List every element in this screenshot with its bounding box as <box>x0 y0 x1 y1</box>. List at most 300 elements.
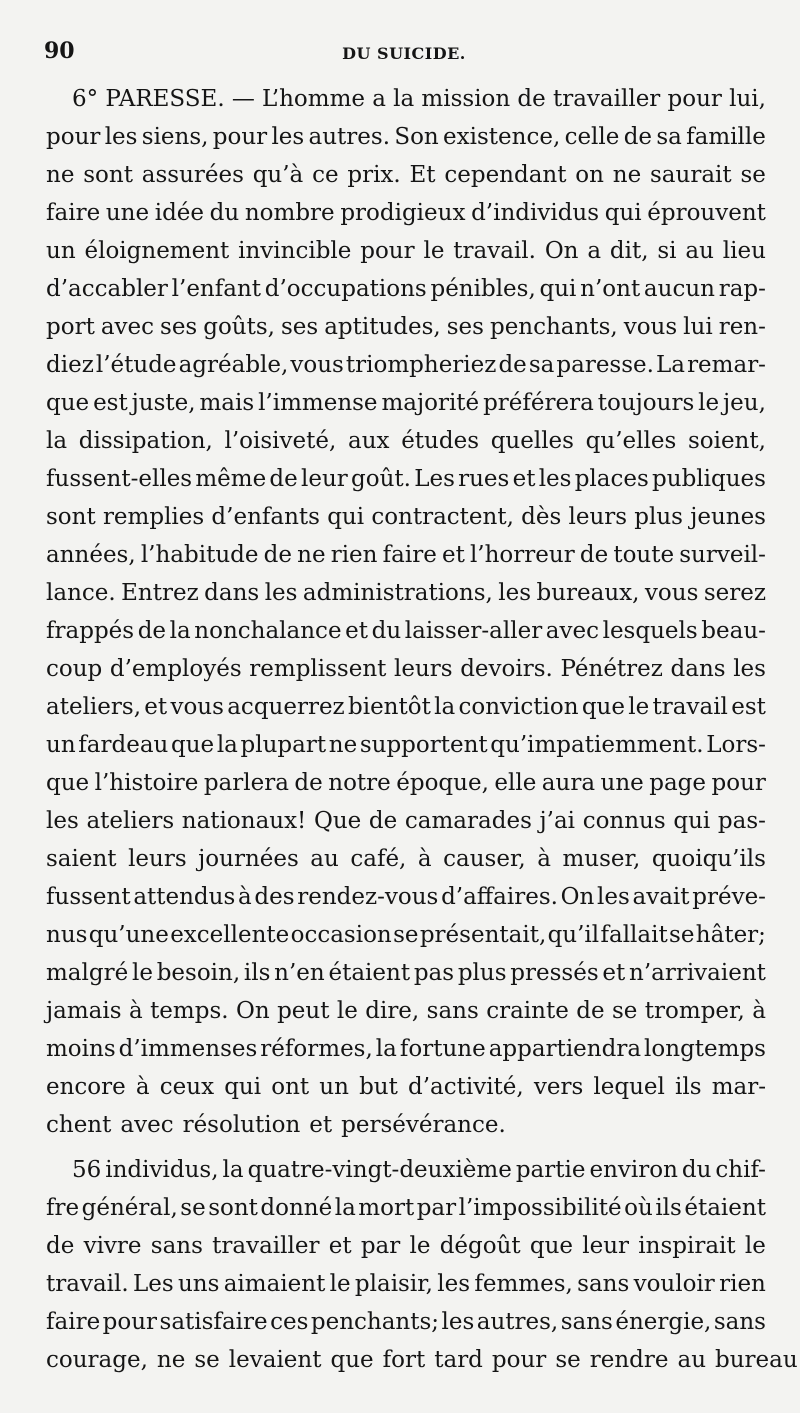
word: pressés <box>510 960 599 986</box>
word: tard <box>434 1347 483 1373</box>
word: rues <box>458 466 510 492</box>
word: aura <box>541 770 596 796</box>
text-line <box>46 156 766 194</box>
word: époque, <box>396 770 489 796</box>
word: ne <box>612 162 642 188</box>
word: ces <box>270 1309 309 1335</box>
word: d’immenses <box>118 1036 258 1062</box>
word: à <box>537 846 551 872</box>
word: si <box>657 238 677 264</box>
word: travail. <box>453 238 536 264</box>
word: ne <box>46 162 75 188</box>
word: supportent <box>359 732 488 758</box>
word: leurs <box>128 846 187 872</box>
word: de <box>368 808 398 834</box>
word: la <box>222 1157 244 1183</box>
word: places <box>574 466 649 492</box>
word: est <box>93 390 128 416</box>
word: résolution <box>182 1112 301 1138</box>
word: nus <box>46 922 88 948</box>
word: ses <box>446 314 484 340</box>
word: leur <box>582 1233 630 1259</box>
word: se <box>555 1347 581 1373</box>
word: ses <box>160 314 198 340</box>
word: toujours <box>597 390 695 416</box>
word: Lors- <box>706 732 766 758</box>
word: longtemps <box>644 1036 766 1062</box>
word: cependant <box>444 162 567 188</box>
word: plaisir, <box>354 1271 433 1297</box>
text-line <box>46 612 766 650</box>
word: préve- <box>692 884 766 910</box>
text-line <box>46 384 766 422</box>
word: encore <box>46 1074 126 1100</box>
word: vouloir <box>633 1271 715 1297</box>
word: La <box>656 352 686 378</box>
word: au <box>310 846 339 872</box>
word: les <box>264 580 298 606</box>
word: ils <box>243 960 271 986</box>
word: lui, <box>729 86 766 112</box>
word: dégoût <box>439 1233 521 1259</box>
word: les <box>597 884 630 910</box>
text-line <box>46 536 766 574</box>
word: ateliers, <box>46 694 141 720</box>
word: triompheriez <box>345 352 497 378</box>
word: Et <box>409 162 436 188</box>
word: la <box>216 732 238 758</box>
text-line <box>46 840 766 878</box>
word: l’habitude <box>140 542 259 568</box>
word: de <box>269 466 298 492</box>
word: coup <box>46 656 103 682</box>
word: est <box>731 694 766 720</box>
word: fussent <box>46 884 131 910</box>
word: pour <box>491 1347 547 1373</box>
word: pour <box>711 770 766 796</box>
text-line <box>46 688 766 726</box>
word: l’histoire <box>94 770 199 796</box>
word: ce <box>312 162 339 188</box>
word: beau- <box>701 618 766 644</box>
text-line <box>46 726 766 764</box>
word: qu’à <box>252 162 304 188</box>
word: dans <box>670 656 726 682</box>
word: dès <box>521 504 562 530</box>
word: énergie, <box>615 1309 712 1335</box>
word: penchants; <box>310 1309 440 1335</box>
word: malgré <box>46 960 129 986</box>
word: mission <box>421 86 511 112</box>
word: que <box>46 770 90 796</box>
word: pour <box>46 124 101 150</box>
word: vous <box>644 580 699 606</box>
word: la <box>169 618 191 644</box>
word: parlera <box>203 770 289 796</box>
word: j’ai <box>539 808 576 834</box>
word: plupart <box>240 732 327 758</box>
page-header <box>44 38 764 68</box>
word: les <box>104 124 138 150</box>
word: surveil- <box>679 542 766 568</box>
word: dit, <box>609 238 649 264</box>
word: paresse. <box>556 352 654 378</box>
word: prodigieux <box>340 200 466 226</box>
text-line <box>46 1303 766 1341</box>
word: sont <box>46 504 96 530</box>
word: jamais <box>46 998 122 1024</box>
word: de <box>137 618 167 644</box>
word: avec <box>545 618 599 644</box>
text-line <box>46 1068 766 1106</box>
word: nombre <box>244 200 335 226</box>
word: avec <box>120 1112 174 1138</box>
word: sans <box>426 998 479 1024</box>
word: lieu <box>722 238 766 264</box>
word: se <box>180 1195 206 1221</box>
word: fallait <box>600 922 668 948</box>
word: rap- <box>718 276 766 302</box>
word: mar- <box>711 1074 766 1100</box>
word: penchants, <box>489 314 618 340</box>
word: ils <box>675 1074 702 1100</box>
word: pénibles, <box>430 276 536 302</box>
text-line <box>46 422 766 460</box>
word: la <box>375 1036 397 1062</box>
word: jeu, <box>723 390 766 416</box>
word: On <box>544 238 579 264</box>
word: le <box>336 998 358 1024</box>
word: étaient <box>328 960 411 986</box>
word: les <box>271 124 305 150</box>
word: vivre <box>83 1233 142 1259</box>
word: à <box>752 998 766 1024</box>
word: hâter; <box>695 922 766 948</box>
word: leurs <box>394 656 453 682</box>
word: de <box>517 86 546 112</box>
text-line <box>46 1227 766 1265</box>
word: Les <box>414 466 455 492</box>
word: individus, <box>105 1157 219 1183</box>
word: le <box>698 390 720 416</box>
word: fort <box>382 1347 426 1373</box>
word: se <box>740 162 766 188</box>
word: sans <box>560 1309 613 1335</box>
word: remplissent <box>249 656 387 682</box>
word: autres. <box>308 124 391 150</box>
word: laisser-aller <box>404 618 543 644</box>
word: saient <box>46 846 117 872</box>
word: juste, <box>131 390 196 416</box>
word: 56 <box>72 1157 102 1183</box>
word: ils <box>655 1195 682 1221</box>
word: de <box>576 998 605 1024</box>
text-line <box>46 650 766 688</box>
word: on <box>575 162 604 188</box>
word: siens, <box>141 124 209 150</box>
word: appartiendra <box>488 1036 642 1062</box>
word: devoirs. <box>460 656 553 682</box>
word: Entrez <box>121 580 199 606</box>
text-line <box>46 574 766 612</box>
word: l’oisiveté, <box>224 428 337 454</box>
word: lui <box>683 314 713 340</box>
word: plus <box>634 504 683 530</box>
body-text <box>46 80 798 1379</box>
word: et <box>309 1112 333 1138</box>
text-line <box>46 992 766 1030</box>
word: vous <box>623 314 678 340</box>
word: le <box>329 1271 351 1297</box>
word: ateliers <box>86 808 175 834</box>
word: de <box>263 542 292 568</box>
word: ne <box>328 732 358 758</box>
word: travailler <box>552 86 661 112</box>
word: ne <box>156 1347 186 1373</box>
word: sa <box>656 124 682 150</box>
word: faire <box>382 542 437 568</box>
word: avec <box>100 314 155 340</box>
word: d’accabler <box>46 276 168 302</box>
text-line <box>46 954 766 992</box>
word: excellente <box>170 922 290 948</box>
word: mort <box>358 1195 415 1221</box>
word: l’immense <box>258 390 378 416</box>
text-line <box>46 346 766 384</box>
word: serez <box>703 580 766 606</box>
word: a <box>372 86 386 112</box>
word: vous <box>170 694 224 720</box>
word: On <box>560 884 595 910</box>
text-line <box>46 1189 766 1227</box>
word: au <box>685 238 714 264</box>
word: fre <box>46 1195 80 1221</box>
word: fardeau <box>78 732 169 758</box>
word: à <box>417 846 432 872</box>
word: contractent, <box>371 504 514 530</box>
word: d’occupations <box>264 276 427 302</box>
word: la <box>434 694 456 720</box>
word: que <box>171 732 215 758</box>
word: dire, <box>365 998 420 1024</box>
word: jeunes <box>690 504 766 530</box>
word: invincible <box>238 238 352 264</box>
word: temps. <box>150 998 229 1024</box>
word: chent <box>46 1112 112 1138</box>
word: où <box>624 1195 653 1221</box>
word: famille <box>686 124 766 150</box>
word: quelles <box>490 428 574 454</box>
text-line <box>46 308 766 346</box>
word: années, <box>46 542 136 568</box>
text-line <box>46 498 766 536</box>
page-number: 90 <box>44 38 75 64</box>
word: sont <box>83 162 133 188</box>
word: d’individus <box>471 200 600 226</box>
word: goûts, <box>203 314 275 340</box>
word: les <box>437 1271 471 1297</box>
word: éprouvent <box>647 200 766 226</box>
word: étaient <box>684 1195 766 1221</box>
word: bureau <box>715 1347 798 1373</box>
word: satisfaire <box>159 1309 268 1335</box>
word: le <box>423 238 445 264</box>
word: d’activité, <box>407 1074 524 1100</box>
word: qui <box>673 808 711 834</box>
word: pour <box>360 238 415 264</box>
word: le <box>131 960 153 986</box>
word: Que <box>313 808 362 834</box>
word: Son <box>394 124 439 150</box>
word: la <box>46 428 68 454</box>
word: agréable, <box>178 352 289 378</box>
word: et <box>512 466 536 492</box>
word: moins <box>46 1036 116 1062</box>
word: et <box>441 542 465 568</box>
word: port <box>46 314 95 340</box>
word: d’enfants <box>211 504 320 530</box>
word: donné <box>260 1195 333 1221</box>
word: la <box>334 1195 356 1221</box>
word: connus <box>582 808 666 834</box>
word: attendus <box>133 884 236 910</box>
word: le <box>628 694 650 720</box>
word: présentait, <box>419 922 547 948</box>
word: remplies <box>102 504 205 530</box>
word: autres, <box>476 1309 559 1335</box>
word: de <box>579 542 609 568</box>
word: que <box>46 390 90 416</box>
word: qu’impatiemment. <box>490 732 704 758</box>
word: bientôt <box>347 694 431 720</box>
word: frappés <box>46 618 135 644</box>
word: pas- <box>717 808 766 834</box>
word: avait <box>632 884 690 910</box>
word: que <box>581 694 625 720</box>
word: sans <box>150 1233 203 1259</box>
text-line <box>46 878 766 916</box>
word: quatre-vingt-deuxième <box>247 1157 512 1183</box>
word: crainte <box>486 998 569 1024</box>
word: occasion <box>290 922 392 948</box>
word: de <box>294 770 323 796</box>
word: la <box>393 86 415 112</box>
word: levaient <box>228 1347 322 1373</box>
word: ne <box>297 542 326 568</box>
word: à <box>135 1074 150 1100</box>
word: travail <box>652 694 728 720</box>
word: le <box>744 1233 766 1259</box>
word: faire <box>46 200 101 226</box>
word: que <box>330 1347 374 1373</box>
word: un <box>46 238 76 264</box>
text-line <box>46 232 766 270</box>
word: une <box>600 770 644 796</box>
word: idée <box>154 200 205 226</box>
word: les <box>498 580 532 606</box>
word: — <box>231 86 255 112</box>
word: acquerrez <box>227 694 345 720</box>
word: ses <box>280 314 319 340</box>
word: du <box>681 1157 712 1183</box>
word: l’impossibilité <box>458 1195 622 1221</box>
word: femmes, <box>474 1271 573 1297</box>
word: but <box>359 1074 398 1100</box>
word: les <box>46 808 79 834</box>
word: le <box>409 1233 431 1259</box>
word: bureaux, <box>536 580 640 606</box>
word: ren- <box>718 314 766 340</box>
running-head: DU SUICIDE. <box>342 44 466 63</box>
word: rien <box>330 542 378 568</box>
word: page <box>649 770 707 796</box>
word: celle <box>564 124 620 150</box>
word: l’enfant <box>171 276 262 302</box>
word: nonchalance <box>194 618 342 644</box>
word: causer, <box>443 846 526 872</box>
word: du <box>371 618 402 644</box>
word: majorité <box>381 390 480 416</box>
word: besoin, <box>156 960 241 986</box>
paragraph-paresse <box>46 80 766 1144</box>
word: et <box>144 694 168 720</box>
word: On <box>235 998 270 1024</box>
word: tromper, <box>644 998 745 1024</box>
word: n’en <box>274 960 325 986</box>
word: et <box>328 1233 352 1259</box>
word: n’arrivaient <box>629 960 766 986</box>
word: n’ont <box>580 276 641 302</box>
word: sans <box>713 1309 766 1335</box>
text-line <box>46 1341 798 1379</box>
word: et <box>602 960 626 986</box>
word: notre <box>328 770 391 796</box>
word: journées <box>198 846 299 872</box>
word: prix. <box>347 162 401 188</box>
word: les <box>733 656 766 682</box>
word: une <box>105 200 150 226</box>
word: à <box>237 884 252 910</box>
word: administrations, <box>302 580 493 606</box>
word: qui <box>224 1074 262 1100</box>
word: chif- <box>715 1157 766 1183</box>
text-line <box>46 194 766 232</box>
word: pour <box>212 124 268 150</box>
text-line <box>46 80 766 118</box>
text-line <box>46 1106 766 1144</box>
word: toute <box>613 542 675 568</box>
word: préférera <box>483 390 594 416</box>
word: sans <box>577 1271 630 1297</box>
word: goût. <box>351 466 411 492</box>
word: aux <box>348 428 390 454</box>
word: au <box>677 1347 707 1373</box>
word: sont <box>208 1195 258 1221</box>
word: dans <box>204 580 260 606</box>
word: muser, <box>562 846 641 872</box>
word: l’horreur <box>469 542 575 568</box>
word: Pénétrez <box>560 656 663 682</box>
word: elle <box>494 770 537 796</box>
word: fortune <box>399 1036 486 1062</box>
word: des <box>254 884 295 910</box>
word: les <box>538 466 572 492</box>
word: travail. <box>46 1271 129 1297</box>
word: assurées <box>141 162 244 188</box>
word: nationaux! <box>181 808 307 834</box>
word: pour <box>667 86 722 112</box>
word: réformes, <box>260 1036 373 1062</box>
